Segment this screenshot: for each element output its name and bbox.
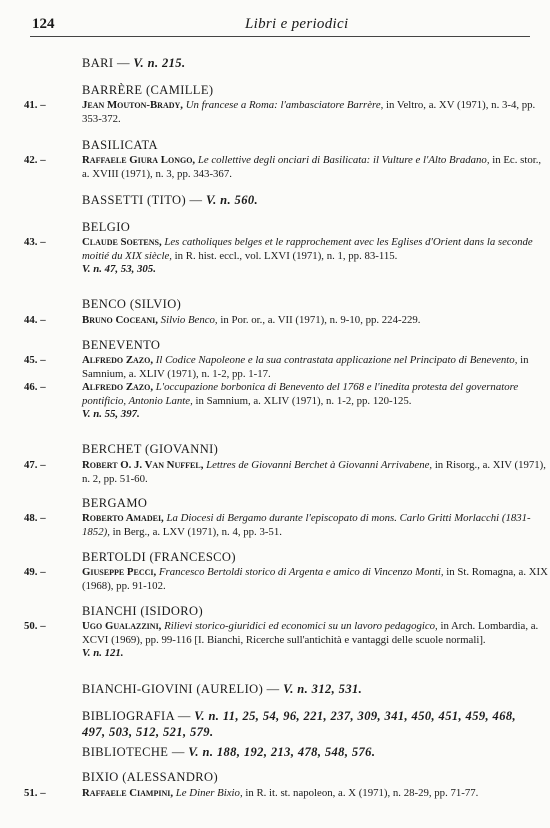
entry-author: Alfredo Zazo, <box>82 381 154 393</box>
entry-citation: in Samnium, a. XLIV (1971), n. 1-2, pp. 1-17. <box>82 354 529 380</box>
entry-title: Il Codice Napoleone e la sua contrastata applicazione nel Principato di Benevento, <box>155 354 518 366</box>
entry-author: Alfredo Zazo, <box>82 354 154 366</box>
heading-basilicata: BASILICATA <box>82 138 158 152</box>
heading-belgio: BELGIO <box>82 220 131 234</box>
entry-citation: in Arch. Lombardia, a. XCVI (1969), pp. 99-116 [I. Bianchi, Ricerche sull'antichità e vantaggi delle scuole normali]. <box>82 620 539 646</box>
heading-bergamo: BERGAMO <box>82 496 148 510</box>
see-also-ref: V. n. 215. <box>133 56 186 70</box>
entry-author: Jean Mouton-Brady, <box>82 99 183 111</box>
see-also-ref: V. n. 121. <box>82 647 124 659</box>
entry-title: Le Diner Bixio, <box>175 787 243 799</box>
heading-bianchi: BIANCHI (ISIDORO) <box>82 604 204 618</box>
entry-citation: in St. Romagna, a. XIX (1968), pp. 91-102. <box>82 566 548 592</box>
page-header <box>30 14 530 36</box>
see-also-ref: V. n. 11, 25, 54, 96, 221, 237, 309, 341, 450, 451, 459, 468, 497, 503, 512, 521, 579. <box>82 709 517 739</box>
see-also-ref: V. n. 560. <box>205 193 259 207</box>
entry-title: L'occupazione borbonica di Benevento del 1768 e l'inedita protesta del governatore pontificio, Antonio Lante, <box>82 381 519 407</box>
heading-bixio: BIXIO (ALESSANDRO) <box>82 770 219 784</box>
header-rule <box>30 36 530 37</box>
entry-author: Ugo Gualazzini, <box>82 620 162 632</box>
entry-author: Robert O. J. Van Nuffel, <box>82 459 204 471</box>
entry-title: Francesco Bertoldi storico di Argenta e amico di Vincenzo Monti, <box>158 566 444 578</box>
heading-benevento: BENEVENTO <box>82 338 161 352</box>
entry-citation: in Veltro, a. XV (1971), n. 3-4, pp. 353-372. <box>82 99 536 125</box>
heading-bari: BARI — V. n. 215. <box>82 56 186 70</box>
entry-citation: in Berg., a. LXV (1971), n. 4, pp. 3-51. <box>112 525 282 538</box>
entry-author: Raffaele Giura Longo, <box>82 154 196 166</box>
heading-berchet: BERCHET (GIOVANNI) <box>82 442 219 456</box>
heading-bianchi-giovini: BIANCHI-GIOVINI (AURELIO) — V. n. 312, 531. <box>82 682 363 696</box>
entry-citation: in Risorg., a. XIV (1971), n. 2, pp. 51-60. <box>82 459 546 485</box>
heading-bertoldi: BERTOLDI (FRANCESCO) <box>82 550 236 564</box>
see-also-ref: V. n. 55, 397. <box>82 408 140 420</box>
entry-author: Raffaele Ciampini, <box>82 787 174 799</box>
entry-title: La Diocesi di Bergamo durante l'episcopato di mons. Carlo Gritti Morlacchi (1831-1852), <box>82 512 531 538</box>
heading-benco: BENCO (SILVIO) <box>82 297 182 311</box>
entry-citation: in Por. or., a. VII (1971), n. 9-10, pp. 224-229. <box>220 314 421 326</box>
entry-title: Le collettive degli onciari di Basilicata: il Vulture e l'Alto Bradano, <box>197 154 490 166</box>
entry-citation: in Ec. stor., a. XVIII (1971), n. 3, pp. 343-367. <box>82 154 542 180</box>
entry-author: Giuseppe Pecci, <box>82 566 157 578</box>
entry-title: Silvio Benco, <box>160 314 218 326</box>
see-also-ref: V. n. 188, 192, 213, 478, 548, 576. <box>188 745 376 759</box>
heading-biblioteche: BIBLIOTECHE — V. n. 188, 192, 213, 478, 548, 576. <box>82 745 376 759</box>
entry-author: Claude Soetens, <box>82 236 162 248</box>
heading-barrere: BARRÈRE (CAMILLE) <box>82 83 214 97</box>
entry-title: Un francese a Roma: l'ambasciatore Barrère, <box>185 99 384 111</box>
entry-author: Bruno Coceani, <box>82 314 158 326</box>
see-also-ref: V. n. 312, 531. <box>283 682 363 696</box>
page-number: 124 <box>32 16 55 32</box>
entry-citation: in R. hist. eccl., vol. LXVI (1971), n. 1, pp. 83-115. <box>174 249 398 262</box>
heading-bibliografia: BIBLIOGRAFIA — V. n. 11, 25, 54, 96, 221, 237, 309, 341, 450, 451, 459, 468, 497, 503, 512, 521, 579. <box>82 709 517 739</box>
entry-citation: in Samnium, a. XLIV (1971), n. 1-2, pp. 120-125. <box>195 394 412 407</box>
entry-citation: in R. it. st. napoleon, a. X (1971), n. 28-29, pp. 71-77. <box>245 787 479 799</box>
entry-author: Roberto Amadei, <box>82 512 164 524</box>
see-also-ref: V. n. 47, 53, 305. <box>82 263 156 275</box>
entry-title: Rilievi storico-giuridici ed economici su un lavoro pedagogico, <box>164 620 438 632</box>
entry-title: Les catholiques belges et le rapprochement avec les Eglises d'Orient dans la seconde moitié du XIX siècle, <box>82 236 533 262</box>
entry-title: Lettres de Giovanni Berchet à Giovanni Arrivabene, <box>206 459 433 471</box>
heading-bassetti: BASSETTI (TITO) — V. n. 560. <box>82 193 259 207</box>
running-title: Libri e periodici <box>245 16 349 32</box>
